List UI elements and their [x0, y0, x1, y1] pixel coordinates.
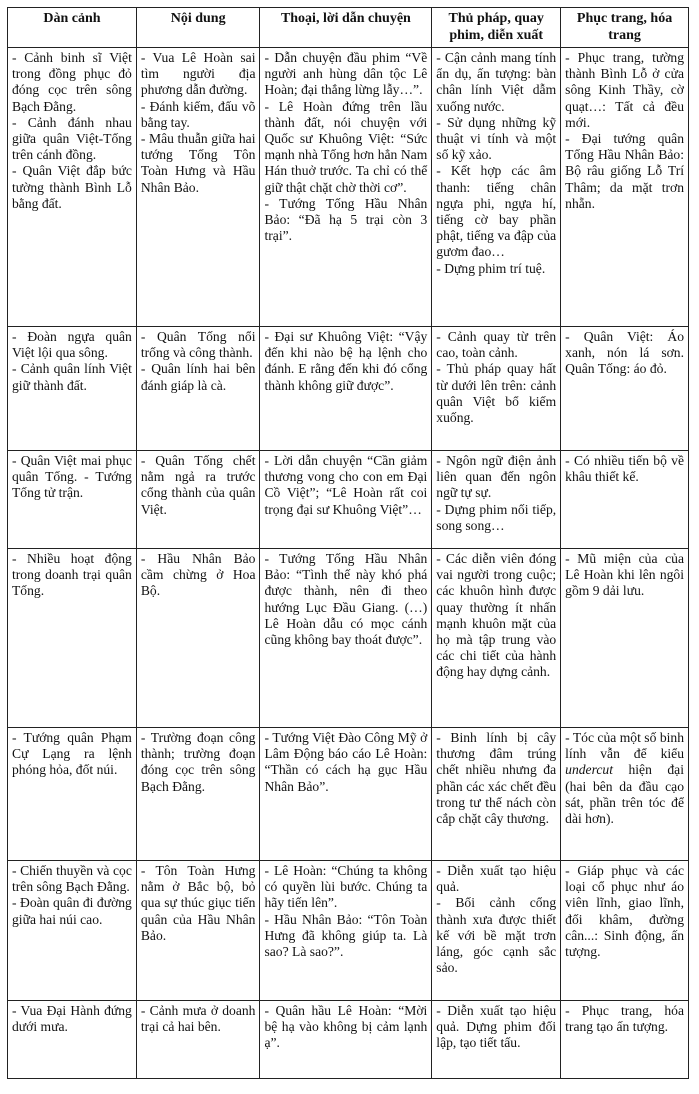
cell-technique — [432, 861, 561, 1001]
cell-paragraph: - Quân Tống chết nằm ngả ra trước cổng thành của quân Việt. — [140, 453, 256, 517]
cell-paragraph: - Lời dẫn chuyện “Cần giảm thương vong cho con em Đại Cồ Việt”; “Lê Hoàn rất coi trọng đại sư Khuông Việt”… — [264, 453, 428, 517]
cell-paragraph: - Quân Việt đắp bức tường thành Bình Lỗ bằng đất. — [12, 163, 132, 211]
cell-content — [136, 327, 260, 451]
cell-paragraph: - Cảnh đánh nhau giữa quân Việt-Tống trên cánh đồng. — [12, 114, 132, 163]
cell-costume — [561, 549, 689, 728]
cell-paragraph: - Hầu Nhân Bảo cầm chừng ở Hoa Bộ. — [140, 551, 256, 599]
cell-technique — [432, 549, 561, 728]
cell-paragraph: - Quân hầu Lê Hoàn: “Mời bệ hạ vào không bị cảm lạnh ạ”. — [264, 1003, 428, 1051]
header-dialogue: Thoại, lời dẫn chuyện — [260, 8, 432, 48]
cell-content — [136, 451, 260, 549]
cell-technique — [432, 48, 561, 327]
cell-paragraph: - Diễn xuất tạo hiệu quả. Dựng phim đối lập, tạo tiết tấu. — [436, 1003, 557, 1051]
cell-paragraph: - Các diễn viên đóng vai người trong cuộc; các khuôn hình được quay thường ít nhấn mạnh khuôn mặt của họ mà tập trung vào các chi tiết của hành động hay dựng cảnh. — [436, 551, 557, 680]
cell-costume — [561, 861, 689, 1001]
header-costume: Phục trang, hóa trang — [561, 8, 689, 48]
cell-technique — [432, 327, 561, 451]
cell-paragraph: - Quân Tống nổi trống và công thành. — [140, 329, 256, 361]
cell-paragraph: - Mũ miện của của Lê Hoàn khi lên ngôi gồm 9 dải lưu. — [565, 551, 684, 599]
cell-paragraph: - Tướng Việt Đào Công Mỹ ở Lâm Động báo cáo Lê Hoàn: “Thần có cách hạ gục Hầu Nhân Bảo”. — [264, 730, 428, 794]
cell-paragraph: - Dựng phim nối tiếp, song song… — [436, 501, 557, 533]
cell-paragraph: - Cảnh quay từ trên cao, toàn cảnh. — [436, 329, 557, 361]
cell-paragraph: - Tướng quân Phạm Cự Lạng ra lệnh phóng hỏa, đốt núi. — [12, 730, 132, 778]
cell-dialogue — [260, 327, 432, 451]
cell-paragraph: - Đoàn quân đi đường giữa hai núi cao. — [12, 895, 132, 927]
cell-technique — [432, 451, 561, 549]
header-row — [8, 8, 689, 48]
cell-content — [136, 48, 260, 327]
cell-paragraph: - Nhiều hoạt động trong doanh trại quân Tống. — [12, 551, 132, 599]
cell-paragraph: - Mâu thuẫn giữa hai tướng Tống Tôn Toàn Hưng và Hầu Nhân Bảo. — [140, 131, 256, 195]
cell-paragraph: - Quân lính hai bên đánh giáp là cà. — [140, 361, 256, 393]
cell-paragraph: - Đại tướng quân Tống Hầu Nhân Bảo: Bộ râu giống Lỗ Trí Thâm; da mặt trơn nhẵn. — [565, 131, 684, 211]
cell-paragraph: - Có nhiều tiến bộ về khâu thiết kế. — [565, 453, 684, 485]
cell-staging — [8, 728, 137, 861]
cell-costume — [561, 48, 689, 327]
cell-paragraph: - Vua Lê Hoàn sai tìm người địa phương dẫn đường. — [140, 50, 256, 98]
cell-paragraph: - Diễn xuất tạo hiệu quả. — [436, 863, 557, 895]
cell-dialogue — [260, 451, 432, 549]
cell-technique — [432, 728, 561, 861]
cell-paragraph: - Hầu Nhân Bảo: “Tôn Toàn Hưng đã không giúp ta. Là sao? Là sao?”. — [264, 911, 428, 960]
cell-dialogue — [260, 728, 432, 861]
cell-paragraph: - Phục trang, tường thành Bình Lỗ ở cửa sông Kinh Thầy, cờ quạt…: Tất cả đều mới. — [565, 50, 684, 130]
cell-costume — [561, 451, 689, 549]
cell-paragraph: - Tướng Tống Hầu Nhân Bảo: “Tình thế này khó phá được thành, nên đi theo hướng Lục Đầu Giang. (…) Lê Hoàn dẫu có mọc cánh cũng không bay thoát được”. — [264, 551, 428, 648]
cell-dialogue — [260, 861, 432, 1001]
cell-paragraph: - Đoàn ngựa quân Việt lội qua sông. — [12, 329, 132, 361]
cell-paragraph: - Tóc của một số binh lính vẫn để kiểu undercut hiện đại (hai bên da đầu cạo sát, phần trên tóc để dài hơn). — [565, 730, 684, 827]
table-row — [8, 327, 689, 451]
cell-paragraph: - Lê Hoàn đứng trên lầu thành đất, nói chuyện với Quốc sư Khuông Việt: “Sức mạnh nhà Tống hơn hẳn Nam Hán thuở trước. Ta chỉ có thể giữ thật chặt chờ thời cơ”. — [264, 98, 428, 195]
cell-dialogue — [260, 48, 432, 327]
table-row — [8, 451, 689, 549]
cell-costume — [561, 728, 689, 861]
table-row — [8, 861, 689, 1001]
cell-content — [136, 1001, 260, 1079]
cell-staging — [8, 1001, 137, 1079]
header-technique: Thủ pháp, quay phim, diễn xuất — [432, 8, 561, 48]
cell-staging — [8, 327, 137, 451]
cell-paragraph: - Thủ pháp quay hất từ dưới lên trên: cảnh quân Việt bổ kiếm xuống. — [436, 361, 557, 426]
cell-paragraph: - Ngôn ngữ điện ảnh liên quan đến ngôn ngữ tự sự. — [436, 453, 557, 501]
header-staging: Dàn cảnh — [8, 8, 137, 48]
table-body — [8, 48, 689, 1079]
cell-paragraph: - Đánh kiếm, đấu võ bằng tay. — [140, 98, 256, 130]
cell-paragraph: - Đại sư Khuông Việt: “Vậy đến khi nào bệ hạ lệnh cho đánh. E rằng đến khi đó cổng thành không giữ được”. — [264, 329, 428, 393]
table-row — [8, 728, 689, 861]
cell-staging — [8, 549, 137, 728]
cell-paragraph: - Tướng Tống Hầu Nhân Bảo: “Đã hạ 5 trại còn 3 trại”. — [264, 195, 428, 244]
cell-dialogue — [260, 549, 432, 728]
header-content: Nội dung — [136, 8, 260, 48]
cell-paragraph: - Dẫn chuyện đầu phim “Về người anh hùng dân tộc Lê Hoàn; đại thắng lừng lẫy…”. — [264, 50, 428, 98]
cell-staging — [8, 48, 137, 327]
cell-dialogue — [260, 1001, 432, 1079]
cell-paragraph: - Binh lính bị cây thương đâm trúng chết nhiều nhưng đa phần các xác chết đều trong tư thế nách còn cắp chặt cây thương. — [436, 730, 557, 827]
cell-paragraph: - Giáp phục và các loại cổ phục như áo viên lĩnh, giao lĩnh, đối khâm, đường cân...: Sinh động, ấn tượng. — [565, 863, 684, 960]
cell-paragraph: - Chiến thuyền và cọc trên sông Bạch Đằng. — [12, 863, 132, 895]
cell-content — [136, 549, 260, 728]
cell-paragraph: - Vua Đại Hành đứng dưới mưa. — [12, 1003, 132, 1035]
table-row — [8, 1001, 689, 1079]
cell-paragraph: - Phục trang, hóa trang tạo ấn tượng. — [565, 1003, 684, 1035]
cell-content — [136, 861, 260, 1001]
cell-paragraph: - Cảnh mưa ở doanh trại cả hai bên. — [140, 1003, 256, 1035]
cell-paragraph: - Cảnh binh sĩ Việt trong đồng phục đỏ đóng cọc trên sông Bạch Đằng. — [12, 50, 132, 114]
cell-paragraph: - Quân Việt: Áo xanh, nón lá sơn. Quân Tống: áo đỏ. — [565, 329, 684, 377]
cell-costume — [561, 1001, 689, 1079]
cell-paragraph: - Sử dụng những kỹ thuật vi tính và một số kỹ xảo. — [436, 114, 557, 163]
cell-content — [136, 728, 260, 861]
cell-paragraph: - Cảnh quân lính Việt giữ thành đất. — [12, 361, 132, 393]
film-analysis-table — [7, 7, 689, 1079]
cell-staging — [8, 861, 137, 1001]
cell-staging — [8, 451, 137, 549]
cell-costume — [561, 327, 689, 451]
cell-paragraph: - Trường đoạn công thành; trường đoạn đóng cọc trên sông Bạch Đằng. — [140, 730, 256, 794]
cell-technique — [432, 1001, 561, 1079]
cell-paragraph: - Lê Hoàn: “Chúng ta không có quyền lùi bước. Chúng ta hãy tiến lên”. — [264, 863, 428, 911]
cell-paragraph: - Dựng phim trí tuệ. — [436, 260, 546, 276]
table-row — [8, 549, 689, 728]
cell-paragraph: - Kết hợp các âm thanh: tiếng chân ngựa phi, ngựa hí, tiếng cờ bay phần phật, tiếng va đập của gươm đao… — [436, 163, 557, 260]
cell-paragraph: - Quân Việt mai phục quân Tống. - Tướng Tống tử trận. — [12, 453, 132, 501]
cell-paragraph: - Cận cảnh mang tính ẩn dụ, ấn tượng: bàn chân lính Việt dẫm xuống nước. — [436, 50, 557, 114]
cell-paragraph: - Bối cảnh cổng thành xưa được thiết kế với bề mặt trơn láng, góc cạnh sắc sảo. — [436, 895, 557, 976]
table-row — [8, 48, 689, 327]
cell-paragraph: - Tôn Toàn Hưng nằm ở Bắc bộ, bỏ qua sự thúc giục tiến quân của Hầu Nhân Bảo. — [140, 863, 256, 943]
